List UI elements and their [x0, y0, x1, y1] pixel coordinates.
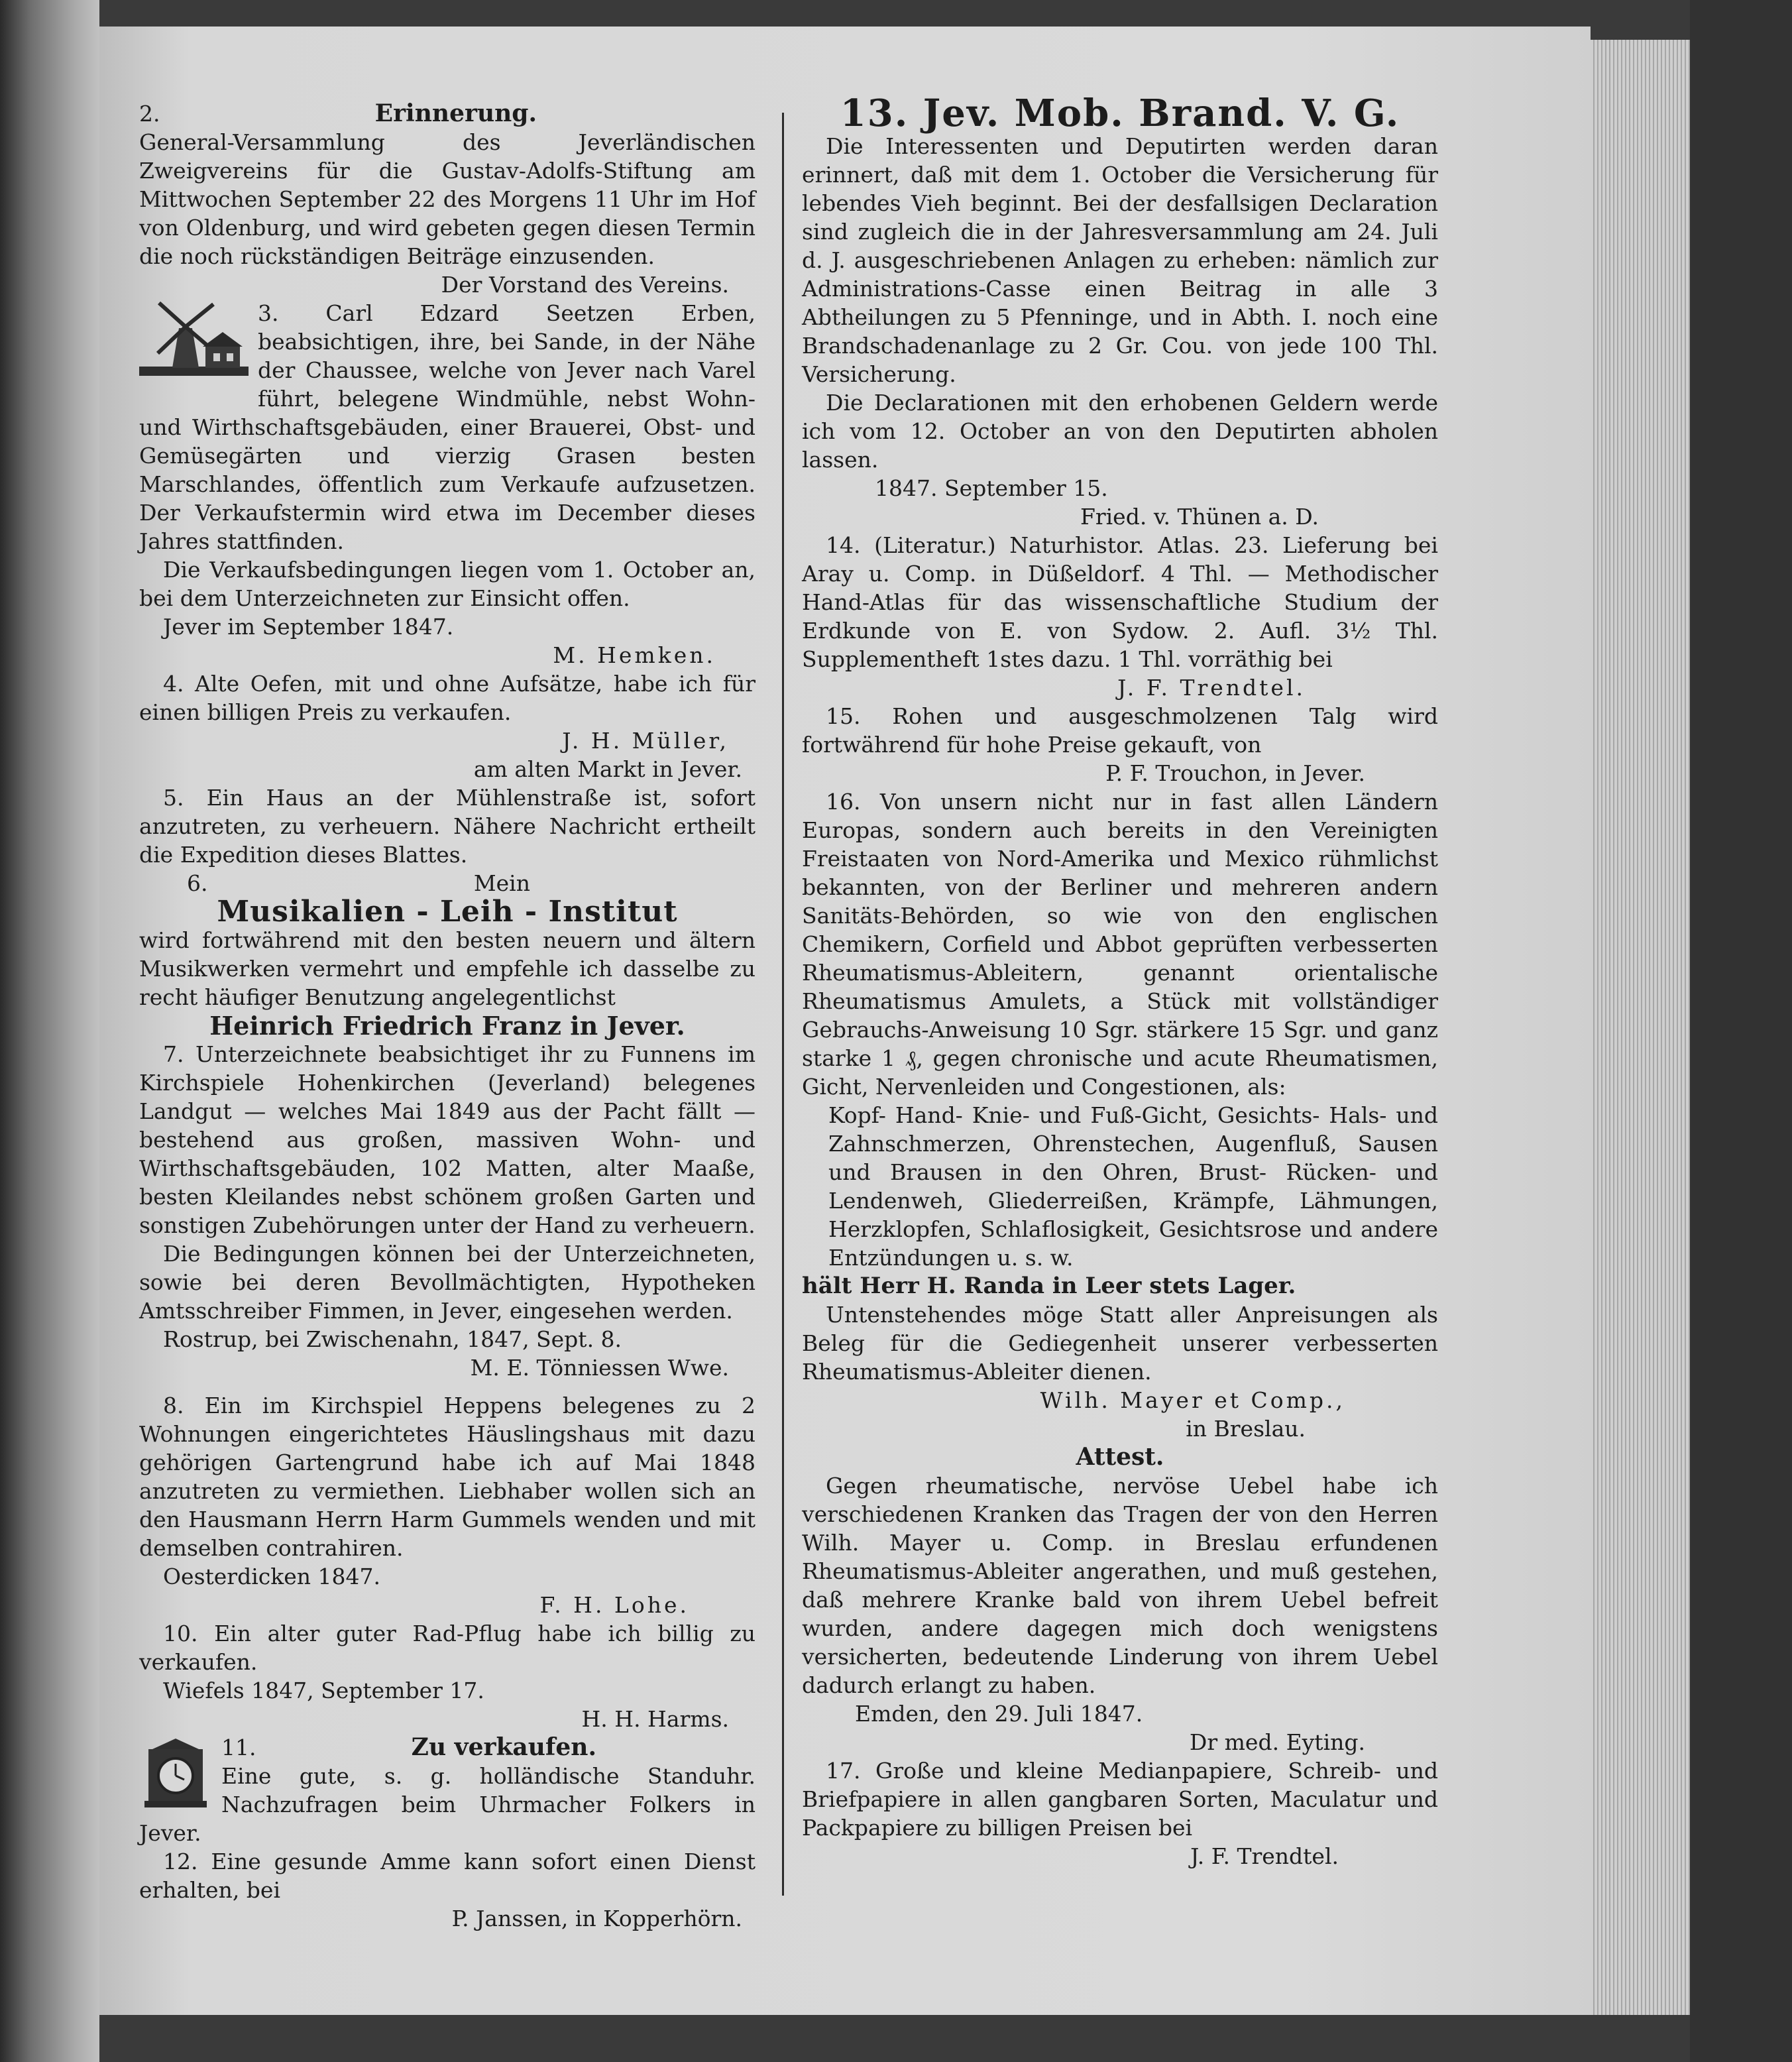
notice-11-header [221, 1733, 756, 1762]
notice-16-ailments: Kopf- Hand- Knie- und Fuß-Gicht, Gesichts- Hals- und Zahnschmerzen, Ohrenstechen, Augenfluß, Sausen und Brausen in den Ohren, Brust- Rücken- und Lendenweh, Gliederreißen, Krämpfe, Lähmungen, Herzklopfen, Schlaflosigkeit, Gesichtsrose und andere Entzündungen u. s. w. [828, 1102, 1438, 1271]
notice-7-place: Rostrup, bei Zwischenahn, 1847, Sept. 8. [163, 1326, 622, 1352]
notice-11-body: Eine gute, s. g. holländische Standuhr. Nachzufragen beim Uhrmacher Folkers in Jever. [139, 1763, 756, 1846]
notice-15-body: 15. Rohen und ausgeschmolzenen Talg wird fortwährend für hohe Preise gekauft, von [802, 703, 1438, 758]
notice-6-mein: Mein [473, 870, 530, 896]
notice-number: 2. [139, 101, 160, 127]
notice-10-place: Wiefels 1847, September 17. [163, 1678, 484, 1703]
book-gutter [0, 0, 99, 2062]
attest-body: Gegen rheumatische, nervöse Uebel habe ich verschiedenen Kranken das Tragen der von den Herren Wilh. Mayer u. Comp. in Breslau erfundenen Rheumatismus-Ableiter angerathen, und muß gestehen, daß mehrere Kranke bald von ihrem Uebel befreit wurden, andere dagegen mich doch wenigstens versicherten, bedeutende Linderung von ihrem Uebel dadurch erlangt zu haben. [802, 1473, 1438, 1698]
notice-number: 6. [187, 870, 208, 896]
attest-place: Emden, den 29. Juli 1847. [855, 1701, 1143, 1727]
notice-16-city: in Breslau. [1186, 1416, 1306, 1442]
notice-3-signature: M. Hemken. [553, 642, 716, 668]
notice-17-body: 17. Große und kleine Medianpapiere, Schreib- und Briefpapiere in allen gangbaren Sorten, Maculatur und Packpapiere zu billigen Preisen bei [802, 1758, 1438, 1841]
notice-12-body: 12. Eine gesunde Amme kann sofort einen Dienst erhalten, bei [139, 1849, 756, 1903]
notice-3-body2: Die Verkaufsbedingungen liegen vom 1. October an, bei dem Unterzeichneten zur Einsicht offen. [139, 557, 756, 611]
notice-2-body: General-Versammlung des Jeverländischen Zweigvereins für die Gustav-Adolfs-Stiftung am Mittwochen September 22 des Morgens 11 Uhr im Hof von Oldenburg, und wird gebeten gegen diesen Termin die noch rückständigen Beiträge einzusenden. [139, 129, 756, 269]
notice-15-signature: P. F. Trouchon, in Jever. [1105, 760, 1365, 786]
notice-7-signature: M. E. Tönniessen Wwe. [470, 1355, 729, 1381]
notice-4-signature: J. H. Müller, [562, 728, 729, 754]
book-cover-edge [1690, 0, 1792, 2062]
notice-title: Erinnerung. [374, 99, 537, 127]
notice-13-body2: Die Declarationen mit den erhobenen Geldern werde ich vom 12. October an von den Deputirten abholen lassen. [802, 390, 1438, 473]
notice-6-header [139, 869, 756, 897]
notice-10-signature: H. H. Harms. [581, 1706, 729, 1732]
notice-4-body: 4. Alte Oefen, mit und ohne Aufsätze, habe ich für einen billigen Preis zu verkaufen. [139, 671, 756, 725]
notice-2-signature: Der Vorstand des Vereins. [441, 272, 729, 298]
notice-8-body: 8. Ein im Kirchspiel Heppens belegenes zu 2 Wohnungen eingerichtetes Häuslingshaus mit dazu gehörigen Gartengrund habe ich auf Mai 1848 anzutreten zu vermiethen. Liebhaber wollen sich an den Hausmann Herrn Harm Gummels wenden und mit demselben contrahiren. [139, 1393, 756, 1561]
notice-16-signature: Wilh. Mayer et Comp., [1040, 1387, 1345, 1413]
notice-8-place: Oesterdicken 1847. [163, 1564, 380, 1589]
windmill-icon [139, 302, 249, 388]
right-column [802, 91, 1438, 1870]
notice-6-title: Musikalien - Leih - Institut [217, 895, 678, 929]
notice-4-address: am alten Markt in Jever. [473, 756, 742, 782]
notice-6-body: wird fortwährend mit den besten neuern und ältern Musikwerken vermehrt und empfehle ich dasselbe zu recht häufiger Benutzung angelegentlichst [139, 927, 756, 1010]
notice-13-body: Die Interessenten und Deputirten werden daran erinnert, daß mit dem 1. October die Versicherung für lebendes Vieh beginnt. Bei der desfallsigen Declaration sind zugleich die in der Jahresversammlung am 24. Juli d. J. ausgeschriebenen Anlagen zu erheben: nämlich zur Administrations-Casse einen Beitrag in alle 3 Abtheilungen zu 5 Pfenninge, und in Abth. I. noch eine Brandschadenanlage zu 2 Gr. Cou. von jede 100 Thl. Versicherung. [802, 133, 1438, 387]
notice-number: 11. [221, 1735, 256, 1760]
notice-13-title: 13. Jev. Mob. Brand. V. G. [840, 91, 1400, 135]
attest-title: Attest. [1076, 1443, 1164, 1471]
notice-8-signature: F. H. Lohe. [539, 1592, 689, 1618]
notice-16-stockist: hält Herr H. Randa in Leer stets Lager. [802, 1273, 1296, 1299]
notice-13-signature: Fried. v. Thünen a. D. [1080, 504, 1319, 530]
notice-3-place: Jever im September 1847. [163, 614, 454, 640]
notice-14-body: 14. (Literatur.) Naturhistor. Atlas. 23. Lieferung bei Aray u. Comp. in Düßeldorf. 4 Thl. — Methodischer Hand-Atlas für das wissenschaftliche Studium der Erdkunde von E. von Sydow. 2. Aufl. 3½ Thl. Supplementheft 1stes dazu. 1 Thl. vorräthig bei [802, 532, 1438, 672]
notice-3 [139, 299, 756, 555]
notice-17-signature: J. F. Trendtel. [1190, 1843, 1339, 1869]
attest-signature: Dr med. Eyting. [1189, 1729, 1365, 1755]
notice-6-signature: Heinrich Friedrich Franz in Jever. [209, 1011, 685, 1041]
notice-10-body: 10. Ein alter guter Rad-Pflug habe ich billig zu verkaufen. [139, 1621, 756, 1675]
notice-2-header [139, 99, 756, 128]
notice-13-date: 1847. September 15. [875, 475, 1108, 501]
notice-5-body: 5. Ein Haus an der Mühlenstraße ist, sofort anzutreten, zu verheuern. Nähere Nachricht ertheilt die Expedition dieses Blattes. [139, 785, 756, 868]
notice-11 [139, 1733, 756, 1847]
standing-clock-icon [139, 1736, 212, 1815]
notice-3-body: 3. Carl Edzard Seetzen Erben, beabsichtigen, ihre, bei Sande, in der Nähe der Chaussee, welche von Jever nach Varel führt, belegene Windmühle, nebst Wohn- und Wirthschaftsgebäuden, einer Brauerei, Obst- und Gemüsegärten und vierzig Grasen besten Marschlandes, öffentlich zum Verkaufe aufzusetzen. Der Verkaufstermin wird etwa im December dieses Jahres stattfinden. [139, 300, 756, 554]
notice-12-signature: P. Janssen, in Kopperhörn. [451, 1906, 742, 1931]
notice-16-body: 16. Von unsern nicht nur in fast allen Ländern Europas, sondern auch bereits in den Vereinigten Freistaaten von Nord-Amerika und Mexico rühmlichst bekannten, von der Berliner und mehreren andern Sanitäts-Behörden, so wie von den englischen Chemikern, Corfield und Abbot geprüften verbesserten Rheumatismus-Ableitern, genannt orientalische Rheumatismus Amulets, a Stück mit vollständiger Gebrauchs-Anweisung 10 Sgr. stärkere 15 Sgr. und ganz starke 1 ₰, gegen chronische und acute Rheumatismen, Gicht, Nervenleiden und Congestionen, als: [802, 789, 1438, 1100]
page-edges [1591, 40, 1690, 2015]
notice-14-signature: J. F. Trendtel. [1117, 675, 1306, 701]
notice-7-body2: Die Bedingungen können bei der Unterzeichneten, sowie bei deren Bevollmächtigten, Hypotheken Amtsschreiber Fimmen, in Jever, eingesehen werden. [139, 1241, 756, 1324]
notice-title: Zu verkaufen. [411, 1733, 596, 1761]
left-column [139, 99, 756, 1933]
notice-7-body: 7. Unterzeichnete beabsichtiget ihr zu Funnens im Kirchspiele Hohenkirchen (Jeverland) belegenes Landgut — welches Mai 1849 aus der Pacht fällt — bestehend aus großen, massiven Wohn- und Wirthschaftsgebäuden, 102 Matten, alter Maaße, besten Kleilandes nebst schönem großen Garten und sonstigen Zubehörungen unter der Hand zu verheuern. [139, 1041, 756, 1238]
column-rule [782, 113, 784, 1896]
notice-16-body2: Untenstehendes möge Statt aller Anpreisungen als Beleg für die Gediegenheit unserer verbesserten Rheumatismus-Ableiter dienen. [802, 1302, 1438, 1385]
